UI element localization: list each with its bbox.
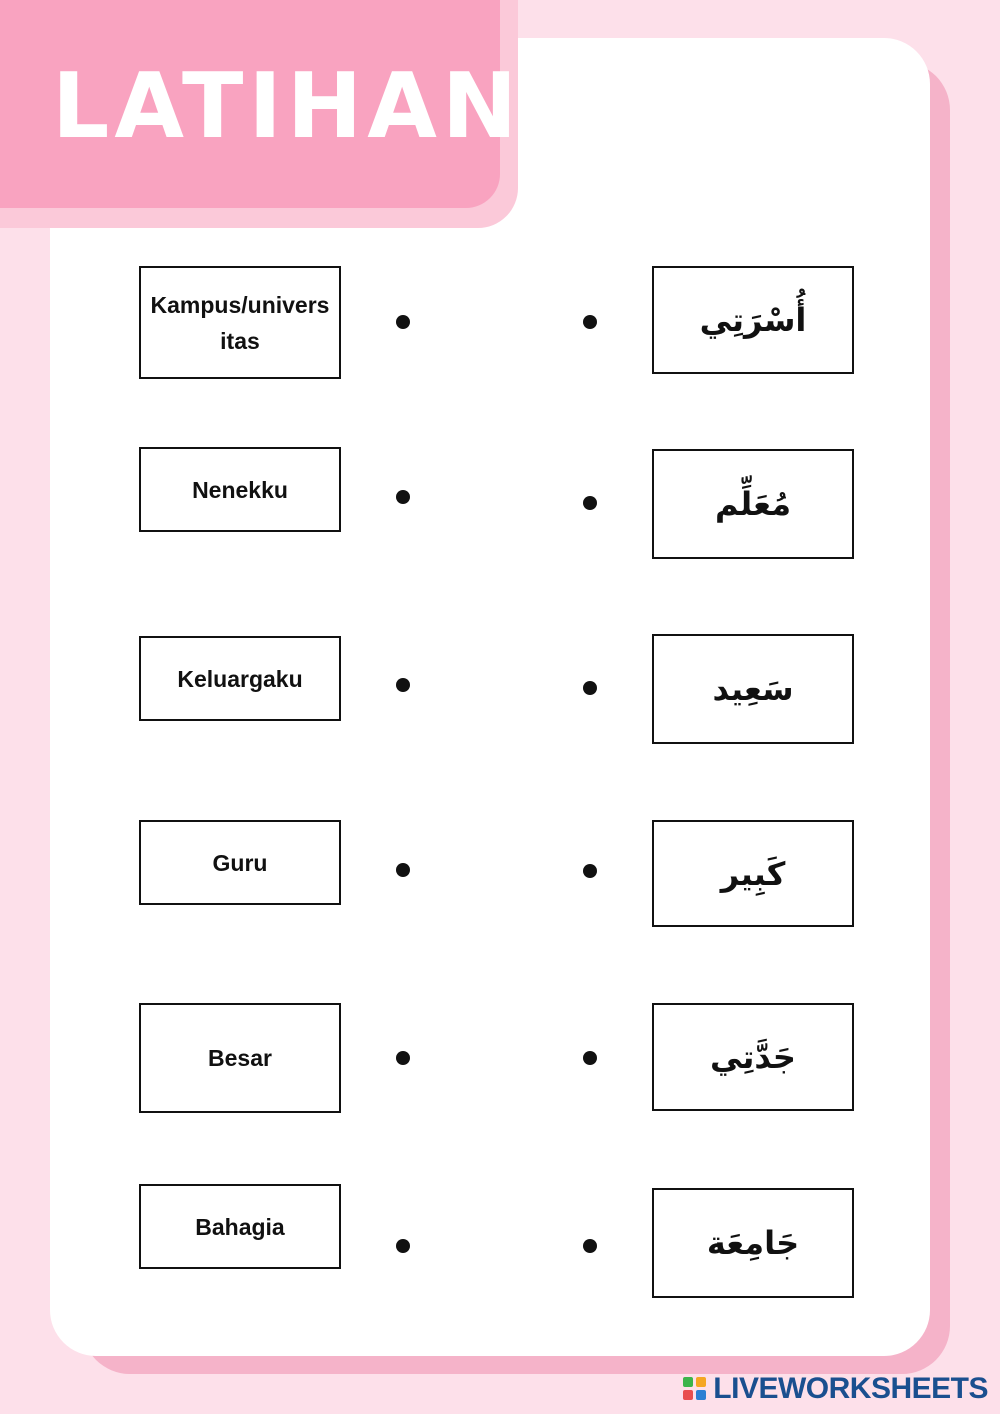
right-box-4 — [652, 820, 854, 927]
left-box-5 — [139, 1003, 341, 1113]
right-box-3 — [652, 634, 854, 744]
right-match-dot-1[interactable] — [583, 315, 597, 329]
left-label: Kampus/universitas — [150, 291, 330, 354]
left-match-dot-2[interactable] — [396, 490, 410, 504]
left-box-1 — [139, 266, 341, 379]
right-box-6 — [652, 1188, 854, 1298]
left-match-dot-1[interactable] — [396, 315, 410, 329]
right-match-dot-5[interactable] — [583, 1051, 597, 1065]
right-match-dot-4[interactable] — [583, 864, 597, 878]
left-match-dot-5[interactable] — [396, 1051, 410, 1065]
left-box-4 — [139, 820, 341, 905]
right-match-dot-2[interactable] — [583, 496, 597, 510]
right-box-5 — [652, 1003, 854, 1111]
right-label: جَدَّتِي — [710, 1038, 796, 1076]
liveworksheets-logo-icon — [683, 1377, 707, 1401]
brand-text: LIVEWORKSHEETS — [713, 1372, 988, 1405]
right-label: أُسْرَتِي — [699, 301, 807, 339]
left-box-3 — [139, 636, 341, 721]
right-match-dot-3[interactable] — [583, 681, 597, 695]
left-box-6 — [139, 1184, 341, 1269]
right-label: سَعِيد — [712, 670, 794, 708]
left-label: Guru — [212, 849, 268, 876]
right-label: جَامِعَة — [706, 1224, 800, 1262]
left-label: Bahagia — [195, 1213, 285, 1240]
right-label: مُعَلِّم — [714, 485, 792, 523]
left-box-2 — [139, 447, 341, 532]
left-label: Besar — [208, 1045, 272, 1071]
page-title: LATIHAN — [52, 54, 523, 159]
left-label: Nenekku — [192, 476, 288, 503]
left-match-dot-3[interactable] — [396, 678, 410, 692]
right-match-dot-6[interactable] — [583, 1239, 597, 1253]
right-label: كَبِير — [720, 854, 786, 893]
left-label: Keluargaku — [177, 665, 303, 692]
left-match-dot-6[interactable] — [396, 1239, 410, 1253]
right-box-2 — [652, 449, 854, 559]
right-box-1 — [652, 266, 854, 374]
left-match-dot-4[interactable] — [396, 863, 410, 877]
liveworksheets-brand — [683, 1372, 988, 1406]
